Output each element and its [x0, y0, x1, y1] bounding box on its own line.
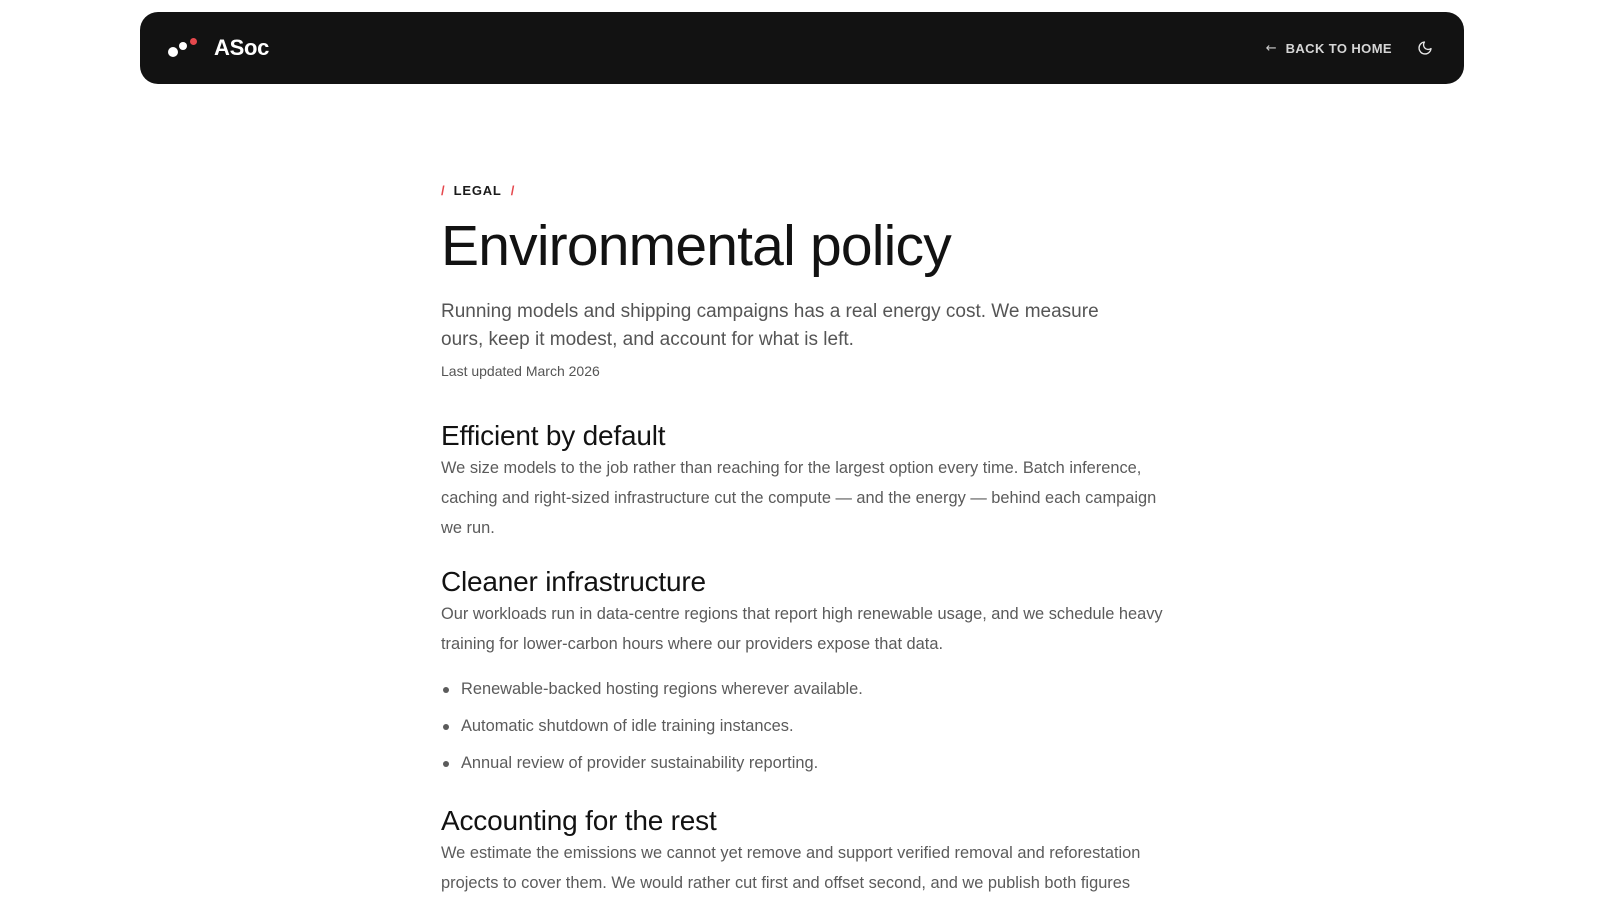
arrow-left-icon: ←: [1265, 40, 1277, 56]
list-item: Automatic shutdown of idle training instances.: [441, 708, 1171, 745]
section-accounting: [441, 806, 1171, 898]
section-infrastructure: [441, 567, 1171, 782]
logo-icon: [168, 38, 200, 58]
eyebrow-label: LEGAL: [453, 182, 502, 198]
brand-home-link[interactable]: [168, 35, 269, 61]
slash-left: /: [441, 182, 445, 198]
brand-name: ASoc: [214, 35, 270, 60]
eyebrow: [441, 180, 1171, 200]
nav-actions: [1266, 37, 1436, 59]
page-title: Environmental policy: [441, 214, 951, 278]
back-to-home-label: BACK TO HOME: [1285, 40, 1392, 56]
top-navbar: [140, 12, 1464, 84]
section-heading: Cleaner infrastructure: [441, 566, 706, 597]
section-efficient: [441, 421, 1171, 543]
section-body: Our workloads run in data-centre regions that report high renewable usage, and we schedule heavy training for lower-carbon hours where our providers expose that data.: [441, 605, 1163, 653]
bullet-list: [441, 671, 1171, 782]
page-lede: Running models and shipping campaigns has a real energy cost. We measure ours, keep it modest, and account for what is left.: [441, 301, 1099, 350]
section-body: We size models to the job rather than reaching for the largest option every time. Batch inference, caching and right-sized infrastructure cut the compute — and the energy — behind each campaign we run.: [441, 459, 1157, 537]
section-heading: Accounting for the rest: [441, 805, 717, 836]
section-heading: Efficient by default: [441, 420, 666, 451]
moon-icon: [1417, 40, 1433, 56]
last-updated: Last updated March 2026: [441, 363, 600, 379]
list-item: Renewable-backed hosting regions wherever available.: [441, 671, 1171, 708]
section-body: We estimate the emissions we cannot yet remove and support verified removal and reforestation projects to cover them. We would rather cut first and offset second, and we publish both figures: [441, 844, 1141, 892]
slash-right: /: [510, 182, 515, 198]
back-to-home-link[interactable]: [1266, 41, 1392, 56]
theme-toggle-button[interactable]: [1414, 37, 1436, 59]
list-item: Annual review of provider sustainability reporting.: [441, 745, 1171, 782]
policy-content: [441, 180, 1171, 898]
